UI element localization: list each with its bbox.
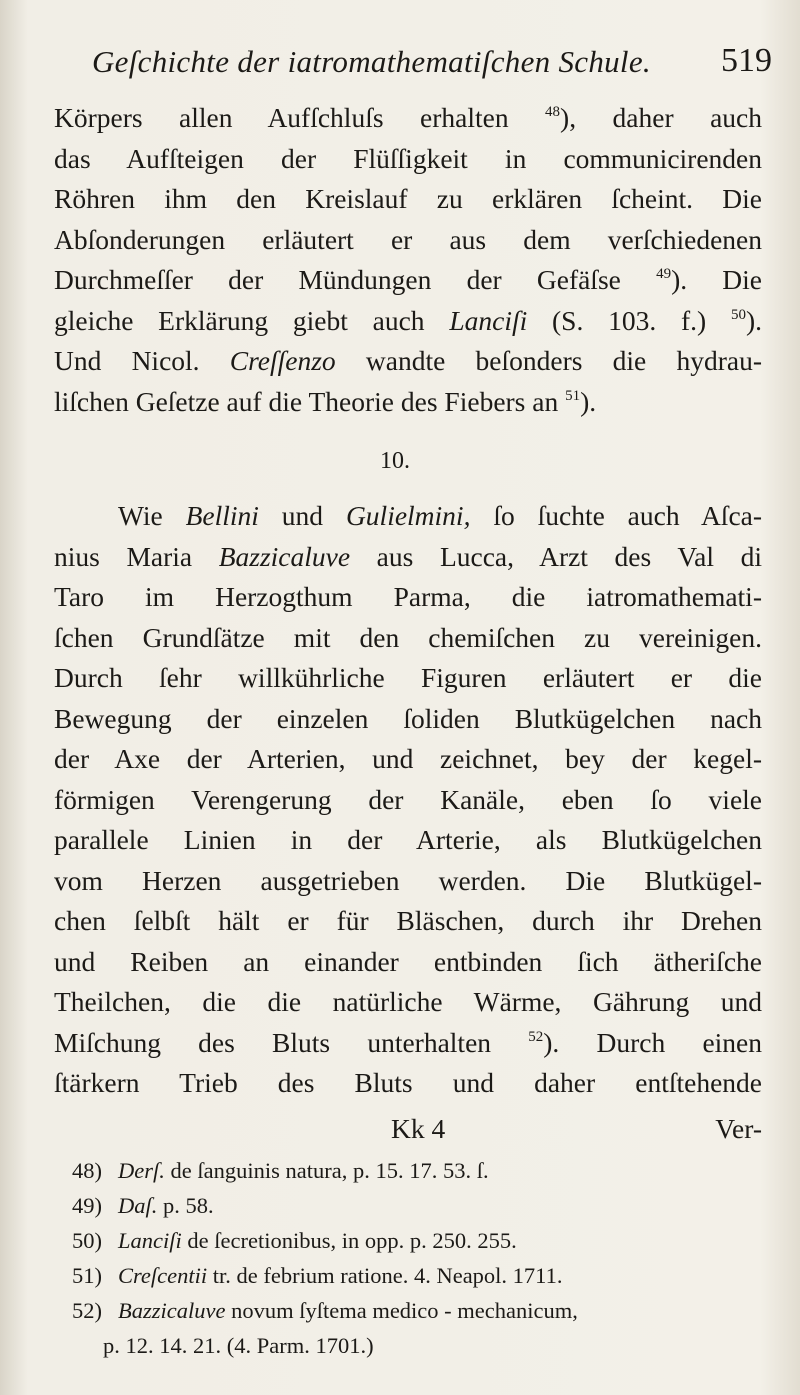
text-run: und — [258, 500, 346, 531]
footnote-ref: 51 — [565, 387, 581, 404]
text-run: und Reiben an einander entbinden ſich ätheriſche — [54, 945, 762, 977]
paragraph-2 — [54, 496, 762, 1104]
text-run: Wie — [118, 500, 186, 531]
text-line — [54, 739, 762, 780]
text-run: vom Herzen ausgetrieben werden. Die Blutkügel- — [54, 864, 762, 896]
text-line — [54, 577, 762, 618]
text-run: aus Lucca, Arzt des Val di — [350, 540, 762, 572]
paragraph-1 — [54, 98, 762, 422]
footnotes — [72, 1153, 762, 1363]
text-run: Theilchen, die die natürliche Wärme, Gährung und — [54, 986, 762, 1017]
text-run: Durch ſehr willkührliche Figuren erläutert er die — [54, 662, 762, 693]
text-run: Körpers allen Aufſchluſs erhalten — [54, 102, 546, 133]
text-line — [54, 942, 762, 983]
text-line — [54, 260, 762, 301]
text-run: de ſanguinis natura, p. 15. 17. 53. ſ. — [164, 1158, 489, 1183]
text-run: p. 12. 14. 21. (4. Parm. 1701.) — [103, 1333, 374, 1358]
text-line — [54, 382, 762, 423]
text-line — [54, 98, 762, 139]
text-run: parallele Linien in der Arterie, als Blutkügelchen — [54, 824, 762, 855]
footnote — [72, 1223, 762, 1258]
footnote — [72, 1293, 762, 1328]
text-line — [54, 780, 762, 821]
text-run: Miſchung des Bluts unterhalten — [54, 1026, 529, 1058]
text-run: ſo ſuchte auch Aſca- — [470, 500, 763, 531]
italic-name: Bellini — [185, 500, 259, 531]
text-line — [54, 1063, 762, 1104]
footnote-ref: 52 — [528, 1028, 544, 1045]
text-run: chen ſelbſt hält er für Bläschen, durch ihr Drehen — [54, 905, 762, 936]
text-line — [54, 861, 762, 902]
text-run: Röhren ihm den Kreislauf zu erklären ſcheint. Die — [54, 183, 762, 214]
text-run: wandte beſonders die hydrau- — [335, 345, 762, 376]
catchword: Ver- — [715, 1113, 762, 1144]
section-number: 10. — [380, 448, 410, 474]
text-run: novum ſyſtema medico - mechanicum, — [225, 1298, 578, 1323]
text-run: ſchen Grundſätze mit den chemiſchen zu vereinigen. — [54, 621, 762, 653]
text-run: liſchen Geſetze auf die Theorie des Fiebers an — [54, 385, 566, 417]
text-run: nius Maria — [54, 540, 219, 572]
italic-name: Creſcentii — [118, 1263, 208, 1288]
text-line — [54, 301, 762, 342]
text-line — [54, 820, 762, 861]
text-line — [54, 179, 762, 220]
footnote-mark: 50) — [72, 1228, 102, 1253]
italic-name: Bazzicaluve — [218, 540, 351, 572]
text-run: Und Nicol. — [54, 345, 230, 376]
footnote-mark: 51) — [72, 1263, 102, 1288]
text-run: Taro im Herzogthum Parma, die iatromathemati- — [54, 581, 762, 612]
text-run: ). — [580, 385, 597, 417]
text-line — [54, 699, 762, 740]
footnote-mark: 49) — [72, 1193, 102, 1218]
text-run: ſtärkern Trieb des Bluts und daher entſtehende — [54, 1067, 762, 1098]
italic-name: Gulielmini, — [345, 500, 471, 531]
text-run: (S. 103. f.) — [527, 304, 731, 336]
footnote — [72, 1258, 762, 1293]
text-line — [54, 658, 762, 699]
running-title: Geſchichte der iatromathematiſchen Schule. — [92, 44, 651, 79]
footnote-ref: 49 — [656, 266, 672, 282]
text-run: ). Die — [671, 264, 762, 295]
text-run: ). — [745, 304, 762, 336]
text-run: p. 58. — [157, 1193, 214, 1218]
text-line — [54, 618, 762, 659]
italic-name: Bazzicaluve — [118, 1298, 226, 1323]
footnote-mark: 52) — [72, 1298, 102, 1323]
text-line — [54, 1023, 762, 1064]
text-run: tr. de febrium ratione. 4. Neapol. 1711. — [207, 1263, 563, 1288]
text-run: Abſonderungen erläutert er aus dem verſchiedenen — [54, 223, 762, 255]
italic-name: Daſ. — [118, 1193, 158, 1218]
text-line — [54, 220, 762, 261]
text-run: ). Durch einen — [543, 1026, 762, 1058]
text-run: Bewegung der einzelen ſoliden Blutkügelchen nach — [54, 702, 762, 734]
running-header — [92, 44, 772, 88]
footnote-mark: 48) — [72, 1158, 102, 1183]
italic-name: Creſſenzo — [229, 345, 336, 376]
italic-name: Lanciſi — [118, 1228, 182, 1253]
catchline — [54, 1113, 762, 1153]
footnote — [72, 1153, 762, 1188]
footnote-ref: 50 — [730, 306, 746, 323]
page-number: 519 — [721, 42, 772, 79]
text-line — [54, 341, 762, 382]
text-line — [54, 901, 762, 942]
text-line — [54, 537, 762, 578]
text-run: das Aufſteigen der Flüſſigkeit in communicirenden — [54, 142, 762, 174]
text-run: förmigen Verengerung der Kanäle, eben ſo viele — [54, 783, 762, 815]
footnote — [72, 1328, 762, 1363]
text-run: de ſecretionibus, in opp. p. 250. 255. — [181, 1228, 517, 1253]
signature-mark: Kk 4 — [391, 1113, 446, 1144]
text-run: gleiche Erklärung giebt auch — [54, 304, 450, 336]
text-run: ), daher auch — [560, 102, 762, 133]
text-line — [54, 496, 762, 537]
footnote — [72, 1188, 762, 1223]
footnote-ref: 48 — [545, 104, 561, 120]
text-line — [54, 982, 762, 1023]
text-run: der Axe der Arterien, und zeichnet, bey der kegel- — [54, 743, 762, 774]
italic-name: Lanciſi — [449, 304, 528, 336]
text-line — [54, 139, 762, 180]
italic-name: Derſ. — [118, 1158, 165, 1183]
text-run: Durchmeſſer der Mündungen der Gefäſse — [54, 264, 657, 295]
